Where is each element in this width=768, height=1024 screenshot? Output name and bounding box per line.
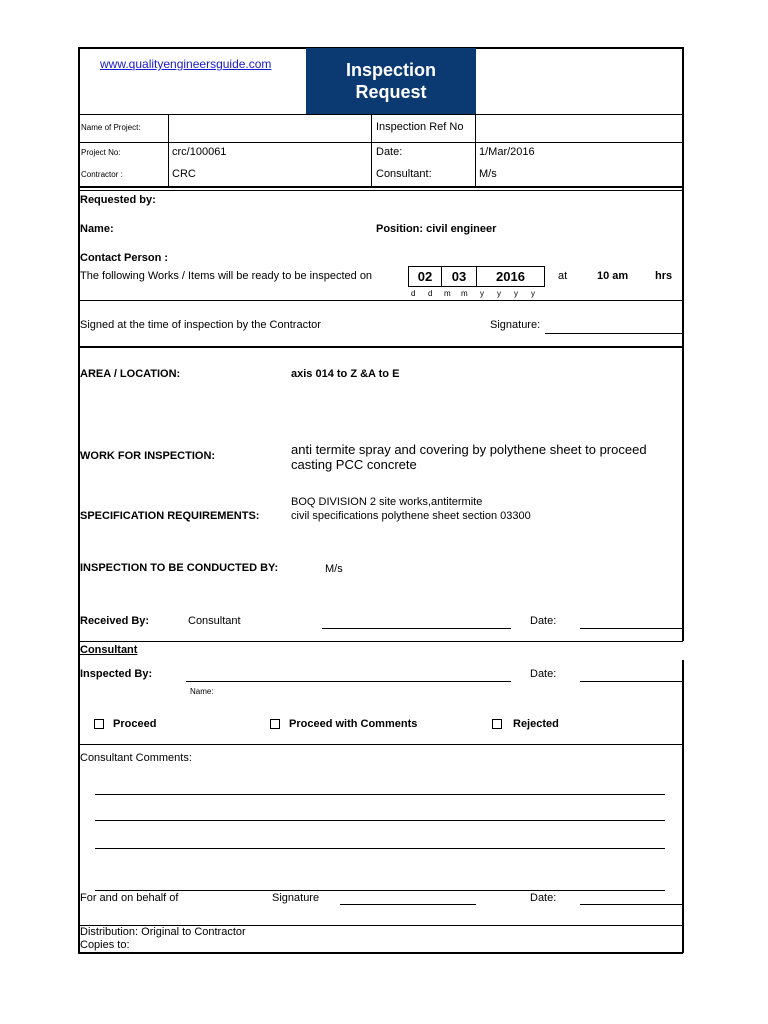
inspection-month-value: 03 (451, 269, 467, 284)
position-label: Position: civil engineer (376, 223, 497, 235)
received-by-value[interactable]: Consultant (188, 615, 241, 627)
inspection-year-field[interactable] (476, 266, 545, 287)
inspection-day-field[interactable] (408, 266, 442, 287)
rejected-checkbox[interactable] (492, 719, 502, 729)
inspected-by-label: Inspected By: (80, 668, 153, 680)
specification-label: SPECIFICATION REQUIREMENTS: (80, 510, 260, 522)
proceed-checkbox[interactable] (94, 719, 104, 729)
project-no-field[interactable]: crc/100061 (172, 146, 227, 158)
copies-to-text: Copies to: (80, 939, 130, 951)
area-location-label: AREA / LOCATION: (80, 368, 181, 380)
contractor-signature-label: Signature: (490, 319, 541, 331)
website-link[interactable]: www.qualityengineersguide.com (100, 57, 272, 71)
work-inspection-label: WORK FOR INSPECTION: (80, 450, 216, 462)
date-field[interactable]: 1/Mar/2016 (479, 146, 535, 158)
inspection-time-field[interactable]: 10 am (597, 270, 629, 282)
date-format-y1: y (480, 289, 484, 298)
consultant-field[interactable]: M/s (479, 168, 497, 180)
date-format-y4: y (531, 289, 535, 298)
title-line-2: Request (355, 82, 427, 102)
received-by-signature-line[interactable] (322, 628, 511, 629)
specification-line-1[interactable]: BOQ DIVISION 2 site works,antitermite (291, 496, 483, 508)
inspected-by-line[interactable] (186, 681, 511, 682)
proceed-with-comments-checkbox[interactable] (270, 719, 280, 729)
proceed-label: Proceed (113, 718, 157, 730)
contractor-signed-text: Signed at the time of inspection by the Contractor (80, 319, 321, 331)
conducted-by-label: INSPECTION TO BE CONDUCTED BY: (80, 562, 279, 574)
project-no-label: Project No: (81, 148, 121, 157)
at-label: at (558, 270, 568, 282)
conducted-by-value[interactable]: M/s (325, 563, 343, 575)
contact-person-label: Contact Person : (80, 252, 169, 264)
contractor-label: Contractor : (81, 170, 123, 179)
consultant-comments-label: Consultant Comments: (80, 752, 192, 764)
project-name-label: Name of Project: (81, 123, 141, 132)
date-format-d2: d (428, 289, 433, 298)
received-date-line[interactable] (580, 628, 682, 629)
distribution-text: Distribution: Original to Contractor (80, 926, 246, 938)
comments-line-3[interactable] (95, 848, 665, 849)
contractor-field[interactable]: CRC (172, 168, 196, 180)
received-by-label: Received By: (80, 615, 150, 627)
contractor-signature-line[interactable] (545, 333, 682, 334)
inspected-date-label: Date: (530, 668, 557, 680)
consultant-signature-line[interactable] (340, 904, 476, 905)
page-title (306, 48, 476, 114)
date-format-y2: y (497, 289, 501, 298)
comments-line-4[interactable] (95, 890, 665, 891)
title-line-1: Inspection (345, 60, 436, 80)
work-inspection-line-1[interactable]: anti termite spray and covering by polythene sheet to proceed (291, 442, 647, 457)
proceed-with-comments-label: Proceed with Comments (289, 718, 418, 730)
work-inspection-line-2[interactable]: casting PCC concrete (291, 457, 417, 472)
date-format-d1: d (411, 289, 416, 298)
requested-by-heading: Requested by: (80, 194, 156, 206)
specification-line-2[interactable]: civil specifications polythene sheet section 03300 (291, 510, 531, 522)
on-behalf-label: For and on behalf of (80, 892, 179, 904)
inspector-name-caption: Name: (190, 687, 214, 696)
inspection-month-field[interactable] (441, 266, 477, 287)
consultant-date-line[interactable] (580, 904, 682, 905)
area-location-value[interactable]: axis 014 to Z &A to E (291, 368, 400, 380)
inspection-year-value: 2016 (496, 269, 525, 284)
inspected-date-line[interactable] (580, 681, 682, 682)
date-format-m1: m (444, 289, 451, 298)
consultant-signature-label: Signature (272, 892, 320, 904)
hrs-label: hrs (655, 270, 673, 282)
rejected-label: Rejected (513, 718, 559, 730)
inspection-day-value: 02 (417, 269, 433, 284)
requester-name-label: Name: (80, 223, 114, 235)
date-format-y3: y (514, 289, 518, 298)
comments-line-2[interactable] (95, 820, 665, 821)
date-label: Date: (376, 146, 403, 158)
comments-line-1[interactable] (95, 794, 665, 795)
consultant-date-label: Date: (530, 892, 557, 904)
received-date-label: Date: (530, 615, 557, 627)
ready-text: The following Works / Items will be ready to be inspected on (80, 270, 373, 282)
date-format-m2: m (461, 289, 468, 298)
consultant-label: Consultant: (376, 168, 432, 180)
inspection-ref-label: Inspection Ref No (376, 121, 464, 133)
consultant-section-title: Consultant (80, 644, 138, 656)
